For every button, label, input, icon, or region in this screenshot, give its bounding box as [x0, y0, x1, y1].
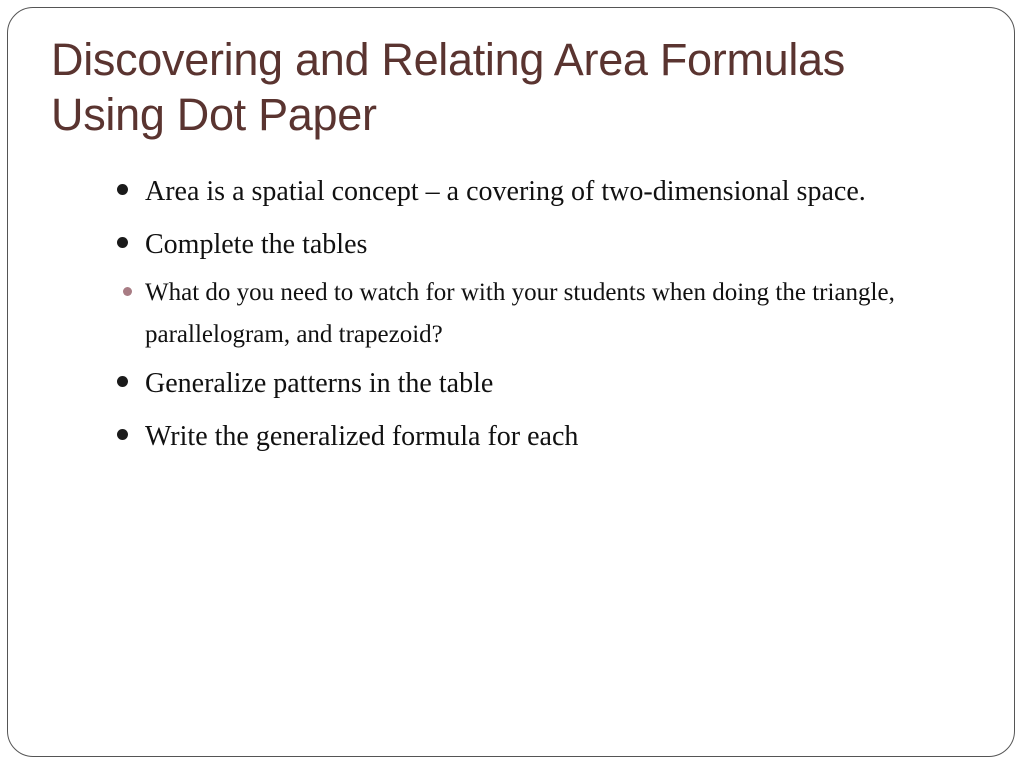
slide-title-line-1: Discovering and Relating Area Formulas: [51, 34, 845, 85]
slide-title: [51, 32, 971, 142]
bullet-item-write-formula: [114, 415, 964, 459]
bullet-dot-icon: [117, 237, 128, 248]
bullet-list: [114, 170, 964, 468]
bullet-text: Area is a spatial concept – a covering of two-dimensional space.: [145, 176, 866, 207]
bullet-item-generalize-patterns: [114, 362, 964, 406]
bullet-dot-icon: [117, 184, 128, 195]
sub-bullet-item-watch-for: [114, 272, 964, 356]
bullet-item-complete-tables: [114, 223, 964, 267]
sub-bullet-dot-icon: [123, 287, 132, 296]
bullet-text: Complete the tables: [145, 229, 368, 260]
sub-bullet-text: What do you need to watch for with your students when doing the triangle, parallelogram, and trapezoid?: [145, 279, 895, 348]
bullet-dot-icon: [117, 376, 128, 387]
sub-bullet-group: [114, 272, 964, 356]
bullet-text: Write the generalized formula for each: [145, 421, 579, 452]
bullet-text: Generalize patterns in the table: [145, 368, 494, 399]
bullet-item-area-concept: [114, 170, 964, 214]
bullet-dot-icon: [117, 429, 128, 440]
slide-title-line-2: Using Dot Paper: [51, 89, 377, 140]
sub-bullet-list: [114, 272, 964, 356]
